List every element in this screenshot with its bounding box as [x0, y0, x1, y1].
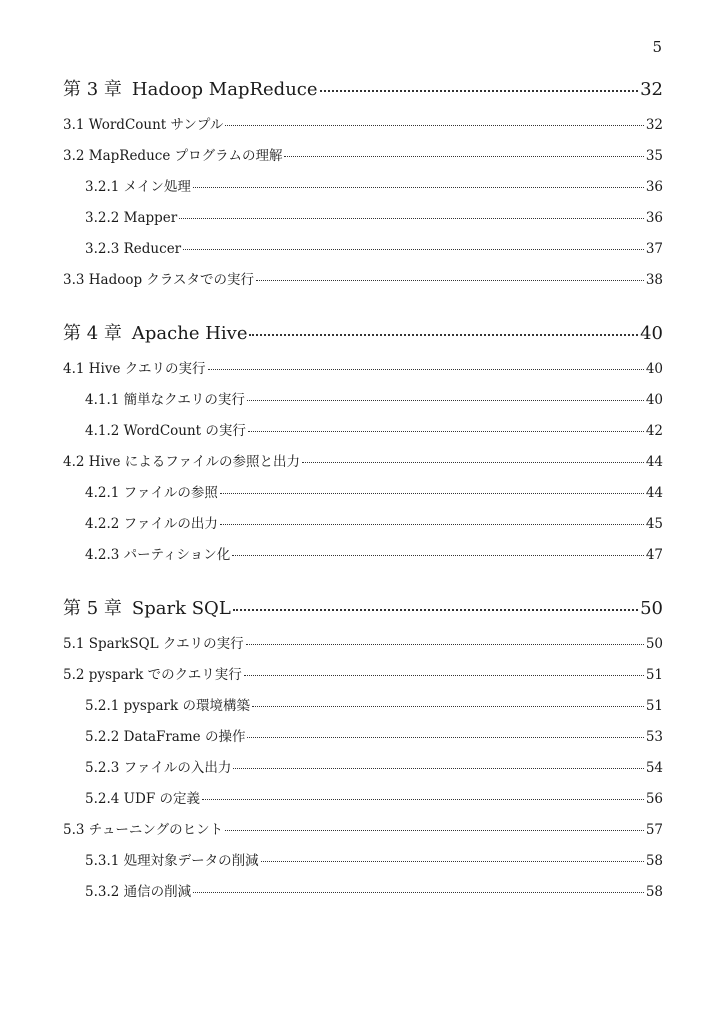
entry-label: 5.1 SparkSQL クエリの実行: [63, 636, 244, 652]
entry-page: 32: [645, 117, 663, 133]
dot-leader: [233, 768, 643, 769]
entry-page: 35: [645, 148, 663, 164]
dot-leader: [248, 431, 644, 432]
entry-page: 38: [645, 272, 663, 288]
toc-entry-5-1[interactable]: [63, 629, 663, 660]
toc-entry-3-1[interactable]: [63, 110, 663, 141]
entry-label: 3.2 MapReduce プログラムの理解: [63, 148, 283, 164]
chapter-title: Apache Hive: [131, 323, 248, 344]
entry-page: 53: [645, 729, 663, 745]
entry-label: 4.2.1 ファイルの参照: [85, 485, 218, 501]
entry-page: 58: [645, 884, 663, 900]
dot-leader: [252, 706, 644, 707]
dot-leader: [225, 830, 644, 831]
chapter-page: 40: [640, 323, 663, 344]
dot-leader: [220, 524, 644, 525]
entry-page: 50: [645, 636, 663, 652]
entry-label: 5.2.4 UDF の定義: [85, 791, 201, 807]
dot-leader: [202, 799, 644, 800]
page-number: 5: [652, 38, 662, 56]
entry-page: 56: [645, 791, 663, 807]
entry-label: 3.3 Hadoop クラスタでの実行: [63, 272, 255, 288]
toc-entry-4-2-1[interactable]: [63, 478, 663, 509]
chapter-prefix: 第 3 章: [63, 79, 122, 100]
toc-entry-3-2-3[interactable]: [63, 234, 663, 265]
toc-entry-4-2[interactable]: [63, 447, 663, 478]
toc-entry-5-3-1[interactable]: [63, 846, 663, 877]
entry-label: 3.1 WordCount サンプル: [63, 117, 224, 133]
entry-page: 51: [645, 698, 663, 714]
toc-entry-3-3[interactable]: [63, 265, 663, 296]
chapter-page: 32: [640, 79, 663, 100]
toc-entry-5-2-4[interactable]: [63, 784, 663, 815]
dot-leader: [261, 861, 644, 862]
toc-entry-5-2-3[interactable]: [63, 753, 663, 784]
dot-leader: [246, 644, 644, 645]
chapter-prefix: 第 4 章: [63, 323, 122, 344]
dot-leader: [225, 125, 644, 126]
dot-leader: [183, 249, 644, 250]
toc-entry-3-2-2[interactable]: [63, 203, 663, 234]
toc-entry-5-2-2[interactable]: [63, 722, 663, 753]
chapter-title: Hadoop MapReduce: [131, 79, 318, 100]
entry-page: 40: [645, 392, 663, 408]
dot-leader: [220, 493, 644, 494]
toc-entry-4-1-1[interactable]: [63, 385, 663, 416]
entry-label: 5.2.2 DataFrame の操作: [85, 729, 246, 745]
entry-label: 3.2.2 Mapper: [85, 210, 178, 226]
entry-label: 3.2.3 Reducer: [85, 241, 182, 257]
chapter-page: 50: [640, 598, 663, 619]
entry-page: 36: [645, 210, 663, 226]
entry-label: 4.2 Hive によるファイルの参照と出力: [63, 454, 300, 470]
chapter-prefix: 第 5 章: [63, 598, 122, 619]
entry-page: 37: [645, 241, 663, 257]
dot-leader: [233, 609, 638, 611]
entry-page: 54: [645, 760, 663, 776]
entry-page: 58: [645, 853, 663, 869]
dot-leader: [247, 400, 644, 401]
dot-leader: [208, 369, 644, 370]
entry-page: 45: [645, 516, 663, 532]
toc-entry-5-2[interactable]: [63, 660, 663, 691]
dot-leader: [249, 334, 638, 336]
entry-page: 47: [645, 547, 663, 563]
dot-leader: [284, 156, 643, 157]
toc-entry-3-2-1[interactable]: [63, 172, 663, 203]
entry-label: 5.3.1 処理対象データの削減: [85, 853, 259, 869]
entry-label: 5.2 pyspark でのクエリ実行: [63, 667, 242, 683]
entry-label: 4.2.3 パーティション化: [85, 547, 231, 563]
entry-page: 44: [645, 485, 663, 501]
toc-entry-5-2-1[interactable]: [63, 691, 663, 722]
entry-page: 36: [645, 179, 663, 195]
entry-label: 4.1.2 WordCount の実行: [85, 423, 246, 439]
entry-label: 4.1 Hive クエリの実行: [63, 361, 206, 377]
entry-page: 57: [645, 822, 663, 838]
toc-entry-4-1[interactable]: [63, 354, 663, 385]
dot-leader: [193, 892, 644, 893]
toc-entry-4-2-3[interactable]: [63, 540, 663, 571]
toc-entry-4-2-2[interactable]: [63, 509, 663, 540]
dot-leader: [302, 462, 644, 463]
toc-entry-3-2[interactable]: [63, 141, 663, 172]
entry-label: 5.3 チューニングのヒント: [63, 822, 224, 838]
entry-label: 5.2.3 ファイルの入出力: [85, 760, 232, 776]
dot-leader: [193, 187, 644, 188]
toc-chapter-5[interactable]: [63, 593, 663, 625]
dot-leader: [320, 90, 639, 92]
toc-chapter-3[interactable]: [63, 74, 663, 106]
entry-page: 42: [645, 423, 663, 439]
entry-label: 3.2.1 メイン処理: [85, 179, 191, 195]
dot-leader: [232, 555, 644, 556]
toc-entry-5-3[interactable]: [63, 815, 663, 846]
entry-label: 5.3.2 通信の削減: [85, 884, 192, 900]
entry-label: 5.2.1 pyspark の環境構築: [85, 698, 250, 714]
toc-entry-4-1-2[interactable]: [63, 416, 663, 447]
dot-leader: [244, 675, 644, 676]
toc-chapter-4[interactable]: [63, 318, 663, 350]
chapter-title: Spark SQL: [131, 598, 231, 619]
dot-leader: [179, 218, 644, 219]
entry-page: 40: [645, 361, 663, 377]
entry-label: 4.2.2 ファイルの出力: [85, 516, 218, 532]
entry-page: 51: [645, 667, 663, 683]
dot-leader: [247, 737, 643, 738]
dot-leader: [256, 280, 644, 281]
table-of-contents: [63, 74, 663, 908]
entry-page: 44: [645, 454, 663, 470]
entry-label: 4.1.1 簡単なクエリの実行: [85, 392, 245, 408]
toc-entry-5-3-2[interactable]: [63, 877, 663, 908]
